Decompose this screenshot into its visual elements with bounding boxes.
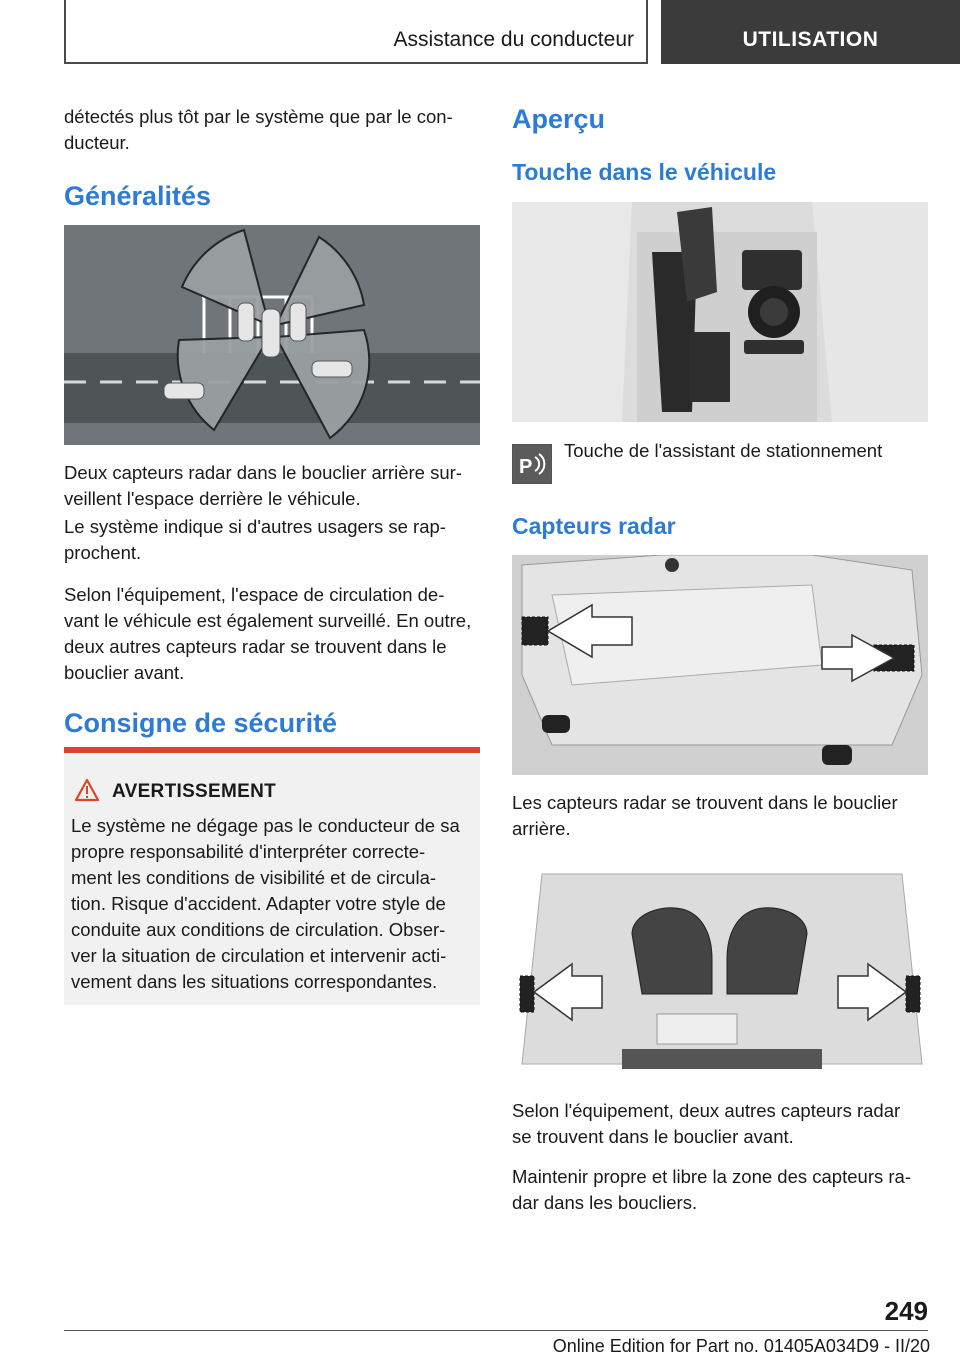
page-number: 249	[884, 1296, 928, 1326]
heading-button-in-vehicle: Touche dans le véhicule	[512, 159, 777, 185]
footer-divider	[64, 1330, 928, 1331]
warning-text: Le système ne dégage pas le conducteur de sa propre responsabilité d'interpréter correcte- ment les conditions de visibilité et de circula- tion. Risque d'accident. Adapter votre style de conduite aux conditions de circulation. Obser- ver la situation de circulation et intervenir acti- vement dans les situations correspondantes.	[71, 815, 460, 992]
general-paragraph-1: Deux capteurs radar dans le bouclier arrière sur- veillent l'espace derrière le véhicule.	[64, 462, 462, 509]
intro-text: détectés plus tôt par le système que par le con- ducteur.	[64, 106, 453, 153]
rear-sensors-text: Les capteurs radar se trouvent dans le bouclier arrière.	[512, 792, 898, 839]
general-paragraph-3: Selon l'équipement, l'espace de circulation de- vant le véhicule est également surveillé. En outre, deux autres capteurs radar se trouvent dans le bouclier avant.	[64, 584, 472, 683]
heading-safety: Consigne de sécurité	[64, 708, 338, 738]
warning-title: AVERTISSEMENT	[112, 781, 277, 802]
radar-coverage-illustration	[64, 225, 480, 445]
heading-overview: Aperçu	[512, 104, 606, 134]
svg-text:P: P	[519, 456, 533, 478]
general-paragraph-2: Le système indique si d'autres usagers se rap- prochent.	[64, 516, 446, 563]
rear-bumper-sensors-illustration	[512, 555, 928, 775]
heading-radar-sensors: Capteurs radar	[512, 513, 676, 539]
heading-general: Généralités	[64, 181, 212, 211]
footer-edition: Online Edition for Part no. 01405A034D9 - II/20	[552, 1336, 930, 1356]
warning-triangle-icon	[74, 778, 100, 802]
parking-assistant-button-icon	[512, 444, 552, 484]
parking-assistant-button-label: Touche de l'assistant de stationnement	[564, 440, 883, 461]
front-sensors-text: Selon l'équipement, deux autres capteurs radar se trouvent dans le bouclier avant.	[512, 1100, 901, 1147]
header-section-title: Assistance du conducteur	[393, 28, 634, 51]
center-console-photo	[512, 202, 928, 422]
front-bumper-sensors-illustration	[512, 864, 928, 1084]
clean-sensors-text: Maintenir propre et libre la zone des capteurs ra- dar dans les boucliers.	[512, 1166, 911, 1213]
warning-box	[64, 747, 480, 1005]
header-chapter-tab: UTILISATION	[661, 0, 960, 64]
